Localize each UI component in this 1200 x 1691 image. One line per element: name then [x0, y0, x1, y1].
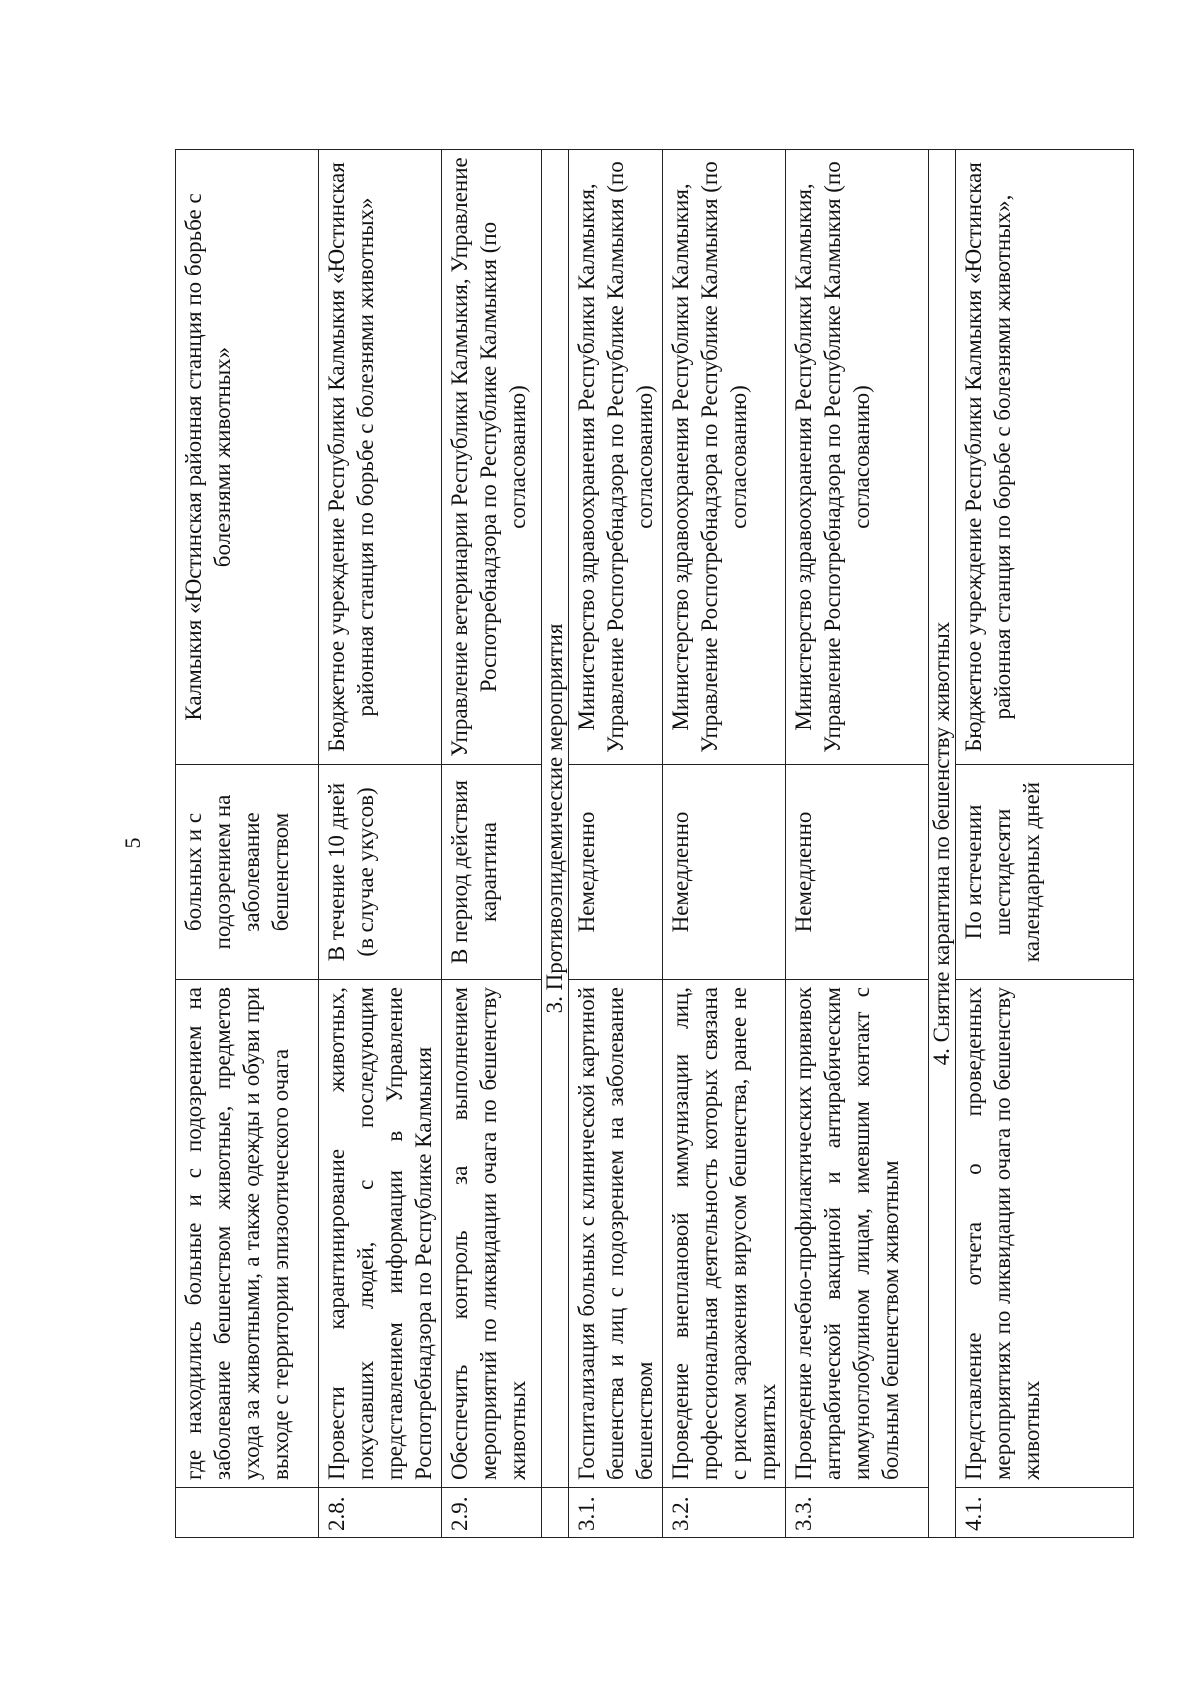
row-number: 3.2.: [663, 1488, 786, 1538]
row-event: Госпитализация больных с клинической картиной бешенства и лиц с подозрением на заболевание бешенством: [569, 980, 663, 1488]
measures-table: [175, 149, 1134, 1538]
table-row: [569, 150, 663, 1538]
table-row: [442, 150, 542, 1538]
measures-table-body: [176, 150, 1134, 1538]
row-number: 4.1.: [956, 1488, 1134, 1538]
row-term: Немедленно: [663, 765, 786, 980]
row-event: Представление отчета о проведенных мероприятиях по ликвидации очага по бешенству животных: [956, 980, 1134, 1488]
section-spacer: [542, 1488, 569, 1538]
table-row: [663, 150, 786, 1538]
row-term: больных и с подозрением на заболевание бешенством: [176, 765, 319, 980]
row-executor: Бюджетное учреждение Республики Калмыкия «Юстинская районная станция по борьбе с болезнями животных»: [319, 150, 442, 765]
row-executor: Министерство здравоохранения Республики Калмыкия, Управление Роспотребнадзора по Республике Калмыкия (по согласованию): [569, 150, 663, 765]
row-executor: Министерство здравоохранения Республики Калмыкия, Управление Роспотребнадзора по Республике Калмыкия (по согласованию): [663, 150, 786, 765]
table-row: [956, 150, 1134, 1538]
section-row: [929, 150, 956, 1538]
row-term: В период действия карантина: [442, 765, 542, 980]
row-term: По истечении шестидесяти календарных дней: [956, 765, 1134, 980]
row-event: Проведение внеплановой иммунизации лиц, профессиональная деятельность которых связана с риском заражения вирусом бешенства, ранее не привитых: [663, 980, 786, 1488]
row-executor: Управление ветеринарии Республики Калмыкия, Управление Роспотребнадзора по Республике Калмыкия (по согласованию): [442, 150, 542, 765]
section-row: [542, 150, 569, 1538]
row-executor: Министерство здравоохранения Республики Калмыкия, Управление Роспотребнадзора по Республике Калмыкия (по согласованию): [786, 150, 929, 765]
page-number: 5: [120, 837, 145, 849]
row-event: Проведение лечебно-профилактических прививок антирабической вакциной и антирабическим иммуноглобулином лицам, имевшим контакт с больным бешенством животным: [786, 980, 929, 1488]
table-row: [176, 150, 319, 1538]
row-number: 3.3.: [786, 1488, 929, 1538]
row-term: Немедленно: [786, 765, 929, 980]
table-row: [319, 150, 442, 1538]
table-row: [786, 150, 929, 1538]
row-number: [176, 1488, 319, 1538]
row-event: Обеспечить контроль за выполнением мероприятий по ликвидации очага по бешенству животных: [442, 980, 542, 1488]
row-term: В течение 10 дней (в случае укусов): [319, 765, 442, 980]
row-event: где находились больные и с подозрением на заболевание бешенством животные, предметов ухода за животными, а также одежды и обуви при выходе с территории эпизоотического очага: [176, 980, 319, 1488]
row-event: Провести карантинирование животных, покусавших людей, с последующим представлением информации в Управление Роспотребнадзора по Республике Калмыкия: [319, 980, 442, 1488]
row-executor: Калмыкия «Юстинская районная станция по борьбе с болезнями животных»: [176, 150, 319, 765]
row-number: 2.9.: [442, 1488, 542, 1538]
section-title: 4. Снятие карантина по бешенству животных: [929, 150, 956, 1538]
row-number: 3.1.: [569, 1488, 663, 1538]
section-title: 3. Противоэпидемические мероприятия: [542, 150, 569, 1488]
row-executor: Бюджетное учреждение Республики Калмыкия «Юстинская районная станция по борьбе с болезнями животных»,: [956, 150, 1134, 765]
row-term: Немедленно: [569, 765, 663, 980]
rotated-table-container: [175, 150, 1110, 1538]
row-number: 2.8.: [319, 1488, 442, 1538]
